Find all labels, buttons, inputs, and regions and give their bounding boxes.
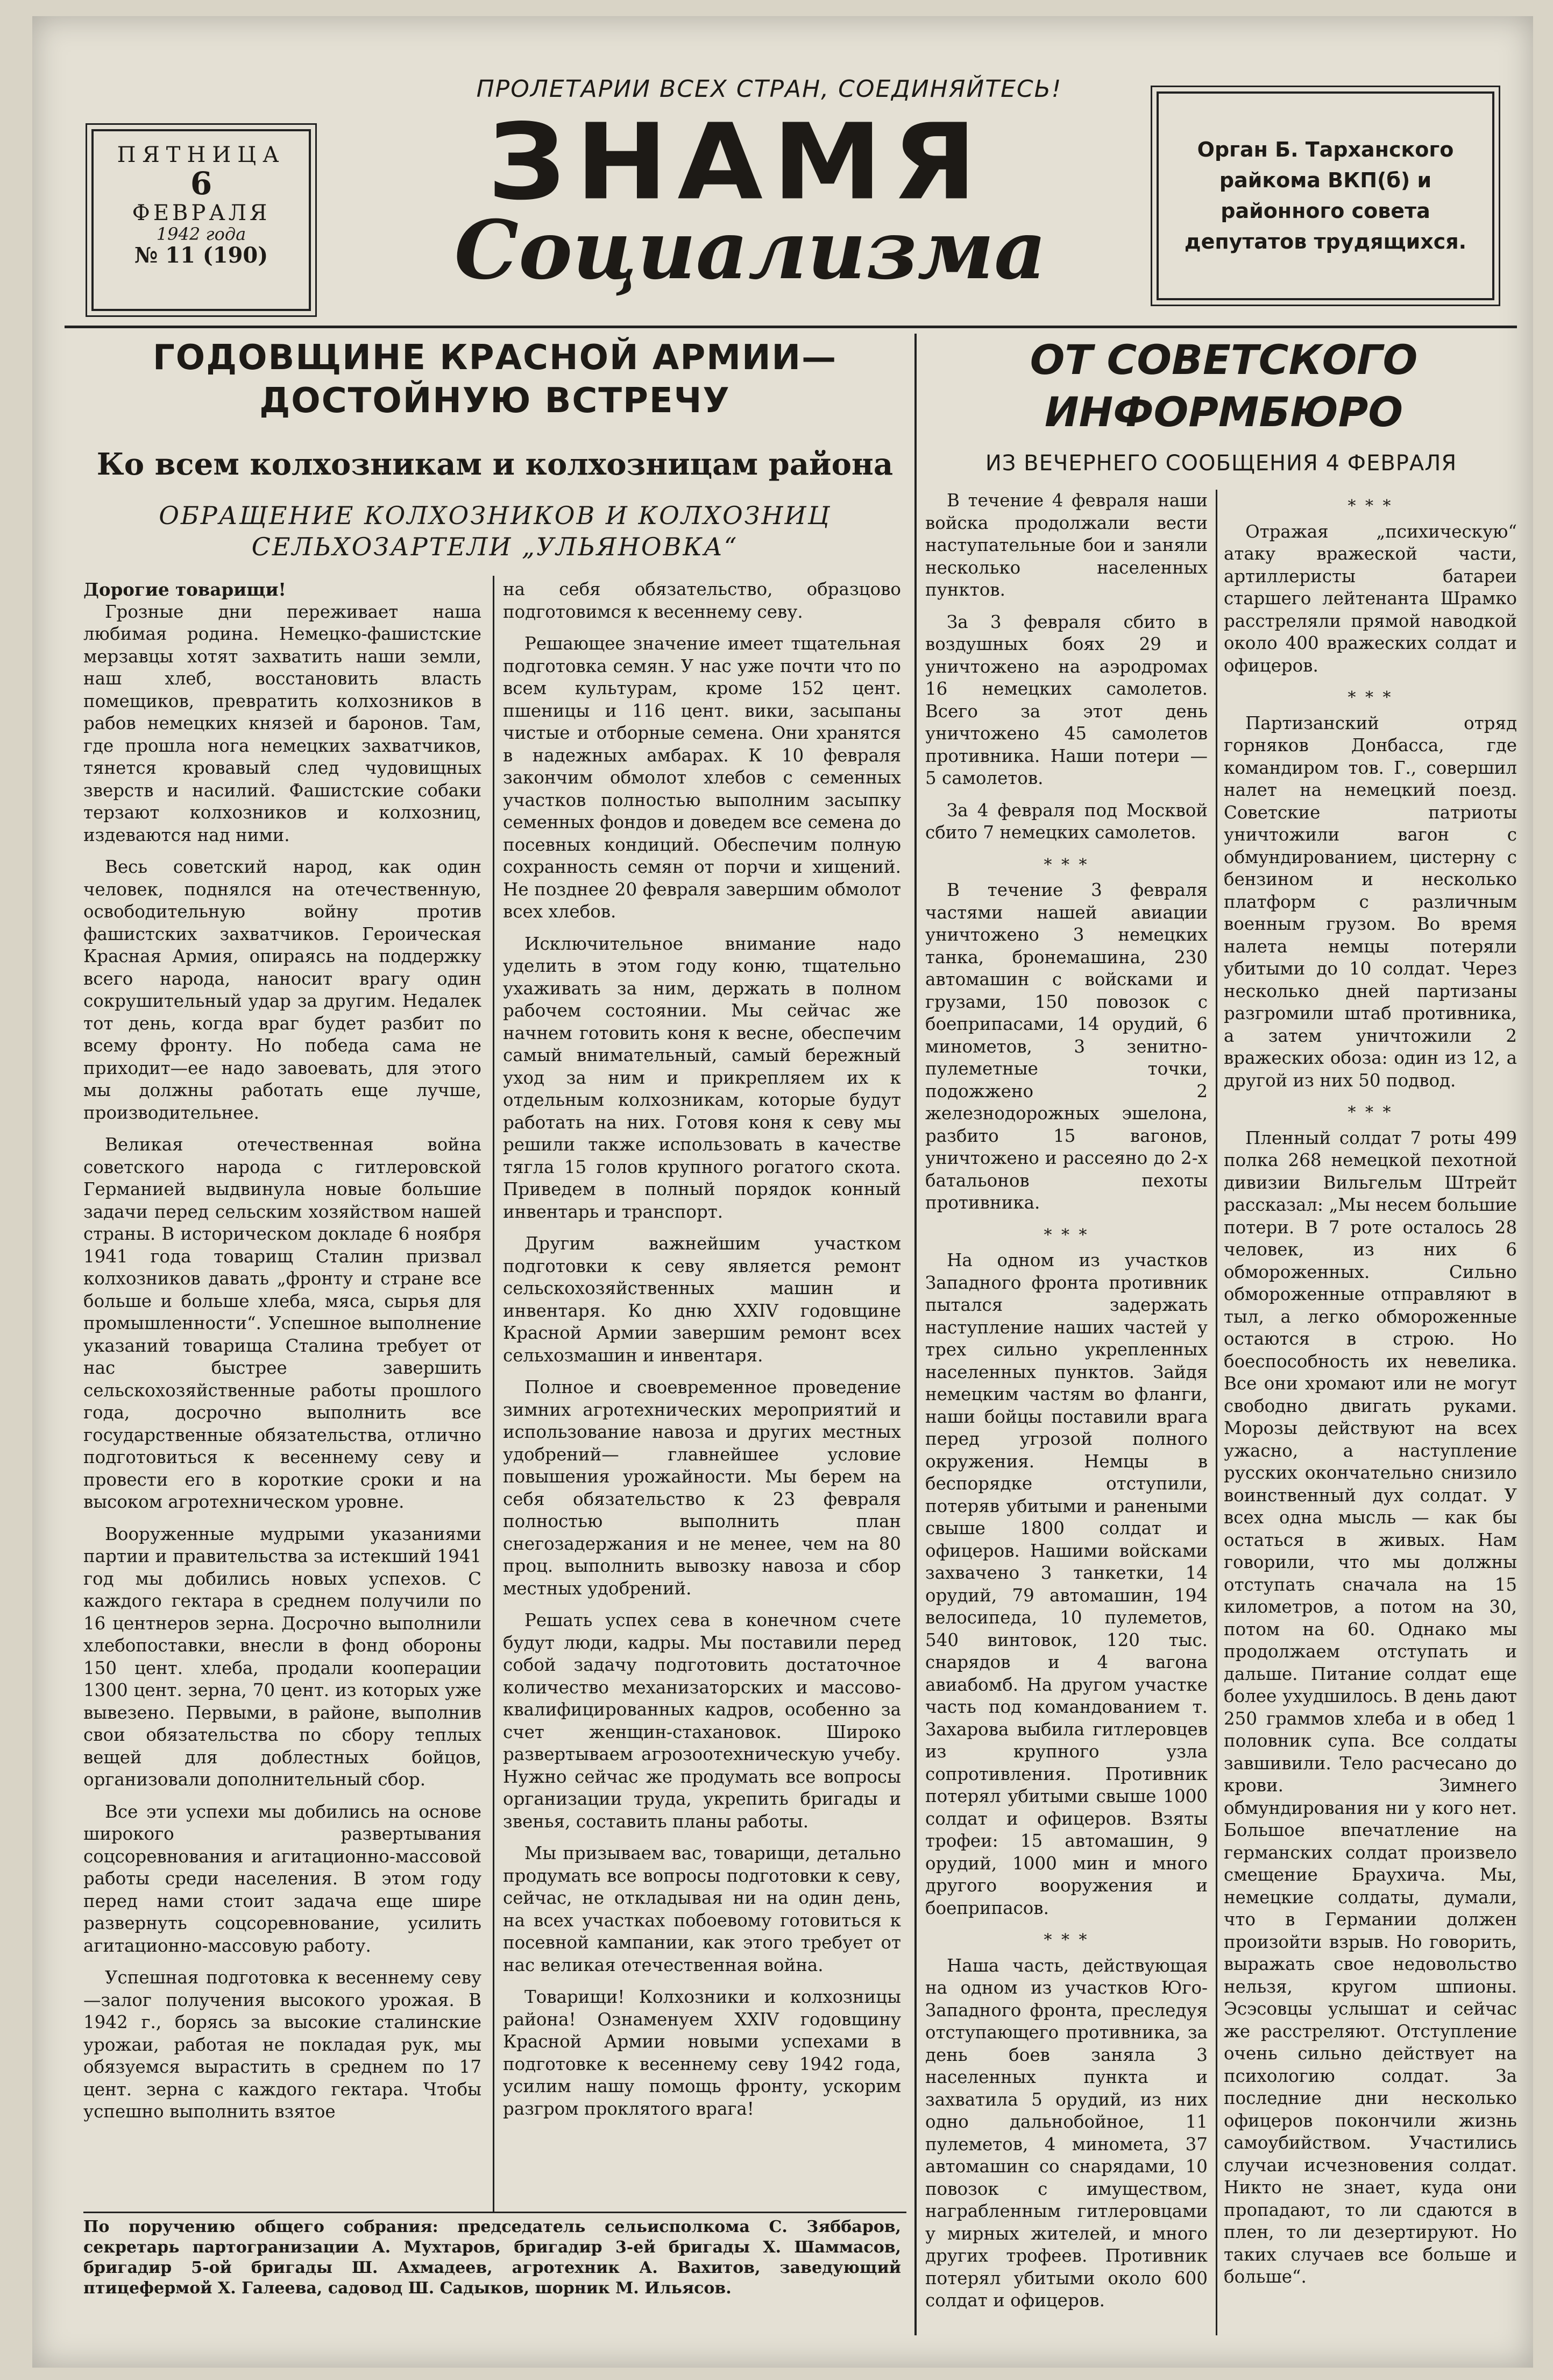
masthead-motto: ПРОЛЕТАРИИ ВСЕХ СТРАН, СОЕДИНЯЙТЕСЬ! — [476, 75, 1062, 103]
report-paragraph: Наша часть, действующая на одном из участков Юго-Западного фронта, преследуя отступающего противника, за день боев заняла 3 населенных пункта и захватила 5 орудий, из них одно дальнобойное, 11 пулеметов, 4 миномета, 37 автомашин со снарядами, 10 повозок с имуществом, награбленным гитлеровцами у мирных жителей, и много других трофеев. Противник потерял убитыми около 600 солдат и офицеров. — [925, 1955, 1208, 2311]
date-day: 6 — [190, 165, 212, 202]
appeal-paragraph: Решать успех сева в конечном счете будут люди, кадры. Мы поставили перед собой задачу подготовить достаточное количество механизаторских и массово-квалифицированных кадров, особенно за счет женщин-стахановок. Широко развертываем агрозоотехническую учебу. Нужно сейчас же продумать все вопросы организации труда, укрепить бригады и звенья, составить планы работы. — [503, 1610, 901, 1832]
report-paragraph: Партизанский отряд горняков Донбасса, где командиром тов. Г., совершил налет на немецкий поезд. Советские патриоты уничтожили вагон с обмундированием, цистерну с бензином и несколько платформ с различным военным грузом. Во время налета немцы потеряли убитыми до 10 солдат. Через несколько дней партизаны разгромили штаб противника, а затем уничтожили 2 вражеских обоза: один из 12, а другой из них 50 подвод. — [1224, 712, 1517, 1091]
appeal-paragraph: Вооруженные мудрыми указаниями партии и правительства за истекший 1941 год мы добились новых успехов. С каждого гектара в среднем получили по 16 центнеров зерна. Досрочно выполнили хлебопоставки, внесли в фонд обороны 150 цент. хлеба, продали кооперации 1300 цент. зерна, 70 цент. из которых уже вывезено. Первыми, в районе, выполнив свои обязательства по сбору теплых вещей для доблестных бойцов, организовали дополнительный сбор. — [83, 1523, 481, 1790]
signers-rule — [83, 2212, 906, 2213]
report-paragraph: За 3 февраля сбито в воздушных боях 29 и уничтожено на аэродромах 16 немецких самолетов. Всего за этот день уничтожено 45 самолетов противника. Наши потери — 5 самолетов. — [925, 611, 1208, 788]
separator-stars: * * * — [1044, 1225, 1089, 1245]
appeal-paragraph: Мы призываем вас, товарищи, детально продумать все вопросы подготовки к севу, сейчас, не откладывая ни на один день, на всех участках побоевому готовиться к посевной кампании, как этого требует от нас великая отечественная война. — [503, 1843, 901, 1975]
report-paragraph: В течение 3 февраля частями нашей авиации уничтожено 3 немецких танка, бронемашина, 230 автомашин с войсками и грузами, 150 повозок с боеприпасами, 14 орудий, 6 минометов, 3 зенитно-пулеметные точки, подожжено 2 железнодорожных эшелона, разбито 15 вагонов, уничтожено и рассеяно до 2-х батальонов пехоты противника. — [925, 880, 1208, 1213]
appeal-paragraph: Великая отечественная война советского народа с гитлеровской Германией выдвинула новые большие задачи перед сельским хозяйством нашей страны. В историческом докладе 6 ноября 1941 года товарищ Сталин призвал колхозников давать „фронту и стране все больше и больше хлеба, мяса, сырья для промышленности“. Успешное выполнение указаний товарища Сталина требует от нас быстрее завершить сельскохозяйственные работы прошлого года, досрочно выполнить все государственные обязательства, отлично подготовиться к весеннему севу и провести его в короткие сроки и на высоком агротехническом уровне. — [83, 1134, 481, 1512]
left-column-rule — [493, 576, 494, 2212]
date-year: 1942 года — [156, 223, 246, 244]
date-month: ФЕВРАЛЯ — [132, 200, 271, 225]
left-kicker: ОБРАЩЕНИЕ КОЛХОЗНИКОВ И КОЛХОЗНИЦ СЕЛЬХОЗАРТЕЛИ „УЛЬЯНОВКА“ — [159, 501, 831, 561]
appeal-greeting: Дорогие товарищи! — [83, 579, 286, 600]
newspaper-title-line1: ЗНАМЯ — [487, 101, 987, 224]
informburo-column-2 — [1224, 490, 1517, 2335]
separator-stars: * * * — [1348, 688, 1393, 707]
right-subheadline: ИЗ ВЕЧЕРНЕГО СООБЩЕНИЯ 4 ФЕВРАЛЯ — [985, 451, 1457, 476]
appeal-paragraph: Другим важнейшим участком подготовки к севу является ремонт сельскохозяйственных машин и инвентаря. Ко дню XXIV годовщине Красной Армии завершим ремонт всех сельхозмашин и инвентаря. — [503, 1233, 901, 1366]
newspaper-title-line2: Социализма — [454, 203, 1047, 298]
appeal-paragraph: Все эти успехи мы добились на основе широкого развертывания соцсоревнования и агитационно-массовой работы среди населения. В этом году перед нами стоит задача еще шире развернуть соцсоревнование, усилить агитационно-массовую работу. — [83, 1801, 481, 1956]
appeal-paragraph: Решающее значение имеет тщательная подготовка семян. У нас уже почти что по всем культурам, кроме 152 цент. пшеницы и 116 цент. вики, засыпаны чистые и отборные семена. Они хранятся в надежных амбарах. К 10 февраля закончим обмолот хлебов с семенных участков полностью выполним засыпку семенных фондов и доведем все семена до посевных кондиций. Обеспечим полную сохранность семян от порчи и хищений. Не позднее 20 февраля завершим обмолот всех хлебов. — [503, 633, 901, 922]
appeal-paragraph: Весь советский народ, как один человек, поднялся на отечественную, освободительную войну против фашистских захватчиков. Героическая Красная Армия, опираясь на поддержку всего народа, наносит врагу один сокрушительный удар за другим. Недалек тот день, когда враг будет разбит по всему фронту. Но победа сама не приходит—ее надо завоевать, для этого мы должны работать еще лучше, производительнее. — [83, 857, 481, 1123]
right-headline: ОТ СОВЕТСКОГО ИНФОРМБЮРО — [1030, 336, 1418, 436]
appeal-signers: По поручению общего собрания: председатель сельисполкома С. Зяббаров, секретарь партогранизации А. Мухтаров, бригадир 3-ей бригады Х. Шаммасов, бригадир 5-ой бригады Ш. Ахмадеев, агротехник А. Вахитов, заведующий птицефермой Х. Галеева, садовод Ш. Садыков, шорник М. Ильясов. — [83, 2217, 901, 2298]
appeal-paragraph: Товарищи! Колхозники и колхозницы района! Ознаменуем XXIV годовщину Красной Армии новыми успехами в подготовке к весеннему севу 1942 года, усилим нашу помощь фронту, ускорим разгром проклятого врага! — [503, 1987, 901, 2119]
newspaper-page — [32, 16, 1533, 2368]
appeal-column-1 — [83, 578, 481, 2209]
informburo-column-1 — [925, 490, 1208, 2335]
date-box — [91, 129, 311, 311]
appeal-paragraph: Полное и своевременное проведение зимних агротехнических мероприятий и использование навоза и других местных удобрений— главнейшее условие повышения урожайности. Мы берем на себя обязательство к 23 февраля полностью выполнить план снегозадержания и не менее, чем на 80 проц. выполнить вывозку навоза и сбор местных удобрений. — [503, 1377, 901, 1599]
date-weekday: ПЯТНИЦА — [117, 143, 286, 167]
report-paragraph: В течение 4 февраля наши войска продолжали вести наступательные бои и заняли несколько населенных пунктов. — [925, 490, 1208, 600]
left-headline: ГОДОВЩИНЕ КРАСНОЙ АРМИИ— ДОСТОЙНУЮ ВСТРЕЧУ — [152, 338, 838, 421]
report-paragraph: Пленный солдат 7 роты 499 полка 268 немецкой пехотной дивизии Вильгельм Штрейт рассказал: „Мы несем большие потери. В 7 роте осталось 28 человек, из них 6 обмороженных. Сильно обмороженные отправляют в тыл, а легко обмороженные остаются в строю. Но боеспособность их невелика. Все они хромают или не могут свободно двигать руками. Морозы действуют на всех ужасно, а наступление русских окончательно снизило воинственный дух солдат. У всех одна мысль — как бы остаться в живых. Нам говорили, что мы должны отступать сначала на 15 километров, а потом на 30, потом на 60. Однако мы продолжаем отступать и дальше. Питание солдат еще более ухудшилось. В день дают 250 граммов хлеба и в обед 1 половник супа. Все солдаты завшивили. Тело расчесано до крови. Зимнего обмундирования ни у кого нет. Большое впечатление на германских солдат произвело смещение Браухича. Мы, немецкие солдаты, думали, что в Германии должен произойти взрыв. Но говорить, выражать свое недовольство нельзя, кругом шпионы. Эсэсовцы услышат и сейчас же расстреляют. Отступление очень сильно действует на психологию солдат. За последние дни несколько офицеров покончили жизнь самоубийством. Участились случаи исчезновения солдат. Никто не знает, куда они пропадают, то ли сдаются в плен, то ли дезертируют. Но таких случаев все больше и больше“. — [1224, 1127, 1517, 2287]
issue-number: № 11 (190) — [134, 242, 268, 268]
appeal-paragraph: Грозные дни переживает наша любимая родина. Немецко-фашистские мерзавцы хотят захватить наши земли, наш хлеб, восстановить власть помещиков, превратить колхозников в рабов немецких князей и баронов. Там, где прошла нога немецких захватчиков, тянется кровавый след чудовищных зверств и насилий. Фашистские собаки терзают колхозников и колхозниц, издеваются над ними. — [83, 601, 481, 845]
separator-stars: * * * — [1044, 855, 1089, 874]
organ-box: Орган Б. Тарханского райкома ВКП(б) и районного совета депутатов трудящихся. — [1157, 91, 1494, 300]
appeal-paragraph: на себя обязательство, образцово подготовимся к весеннему севу. — [503, 579, 901, 622]
center-column-rule — [914, 334, 917, 2335]
report-paragraph: На одном из участков Западного фронта противник пытался задержать наступление наших частей у трех сильно укрепленных населенных пунктов. Зайдя немецким частям во фланги, наши бойцы поставили врага перед угрозой полного окружения. Немцы в беспорядке отступили, потеряв убитыми и ранеными свыше 1800 солдат и офицеров. Нашими войсками захвачено 3 танкетки, 14 орудий, 79 автомашин, 194 велосипеда, 10 пулеметов, 540 винтовок, 120 тыс. снарядов и 4 вагона авиабомб. На другом участке часть под командованием т. Захарова выбила гитлеровцев из крупного узла сопротивления. Противник потерял убитыми свыше 1000 солдат и офицеров. Взяты трофеи: 15 автомашин, 9 орудий, 1000 мин и много другого вооружения и боеприпасов. — [925, 1250, 1208, 1918]
separator-stars: * * * — [1044, 1931, 1089, 1950]
separator-stars: * * * — [1348, 1103, 1393, 1122]
separator-stars: * * * — [1348, 497, 1393, 515]
report-paragraph: За 4 февраля под Москвой сбито 7 немецких самолетов. — [925, 800, 1208, 843]
left-subheadline: Ко всем колхозникам и колхозницам района — [96, 447, 893, 482]
right-column-rule — [1216, 490, 1217, 2335]
appeal-paragraph: Успешная подготовка к весеннему севу—залог получения высокого урожая. В 1942 г., борясь за высокие сталинские урожаи, работая не покладая рук, мы обязуемся вырастить в среднем по 17 цент. зерна с каждого гектара. Чтобы успешно выполнить взятое — [83, 1967, 481, 2122]
report-paragraph: Отражая „психическую“ атаку вражеской части, артиллеристы батареи старшего лейтенанта Шрамко расстреляли прямой наводкой около 400 вражеских солдат и офицеров. — [1224, 521, 1517, 676]
appeal-column-2 — [503, 578, 901, 2209]
masthead-rule — [65, 326, 1517, 328]
appeal-paragraph: Исключительное внимание надо уделить в этом году коню, тщательно ухаживать за ним, держать в полном рабочем состоянии. Мы сейчас же начнем готовить коня к весне, обеспечим самый внимательный, самый бережный уход за ним и прикрепляем их к отдельным колхозникам, которые будут работать на них. Готовя коня к севу мы решили также использовать в качестве тягла 15 голов крупного рогатого скота. Приведем в полный порядок конный инвентарь и транспорт. — [503, 933, 901, 1222]
